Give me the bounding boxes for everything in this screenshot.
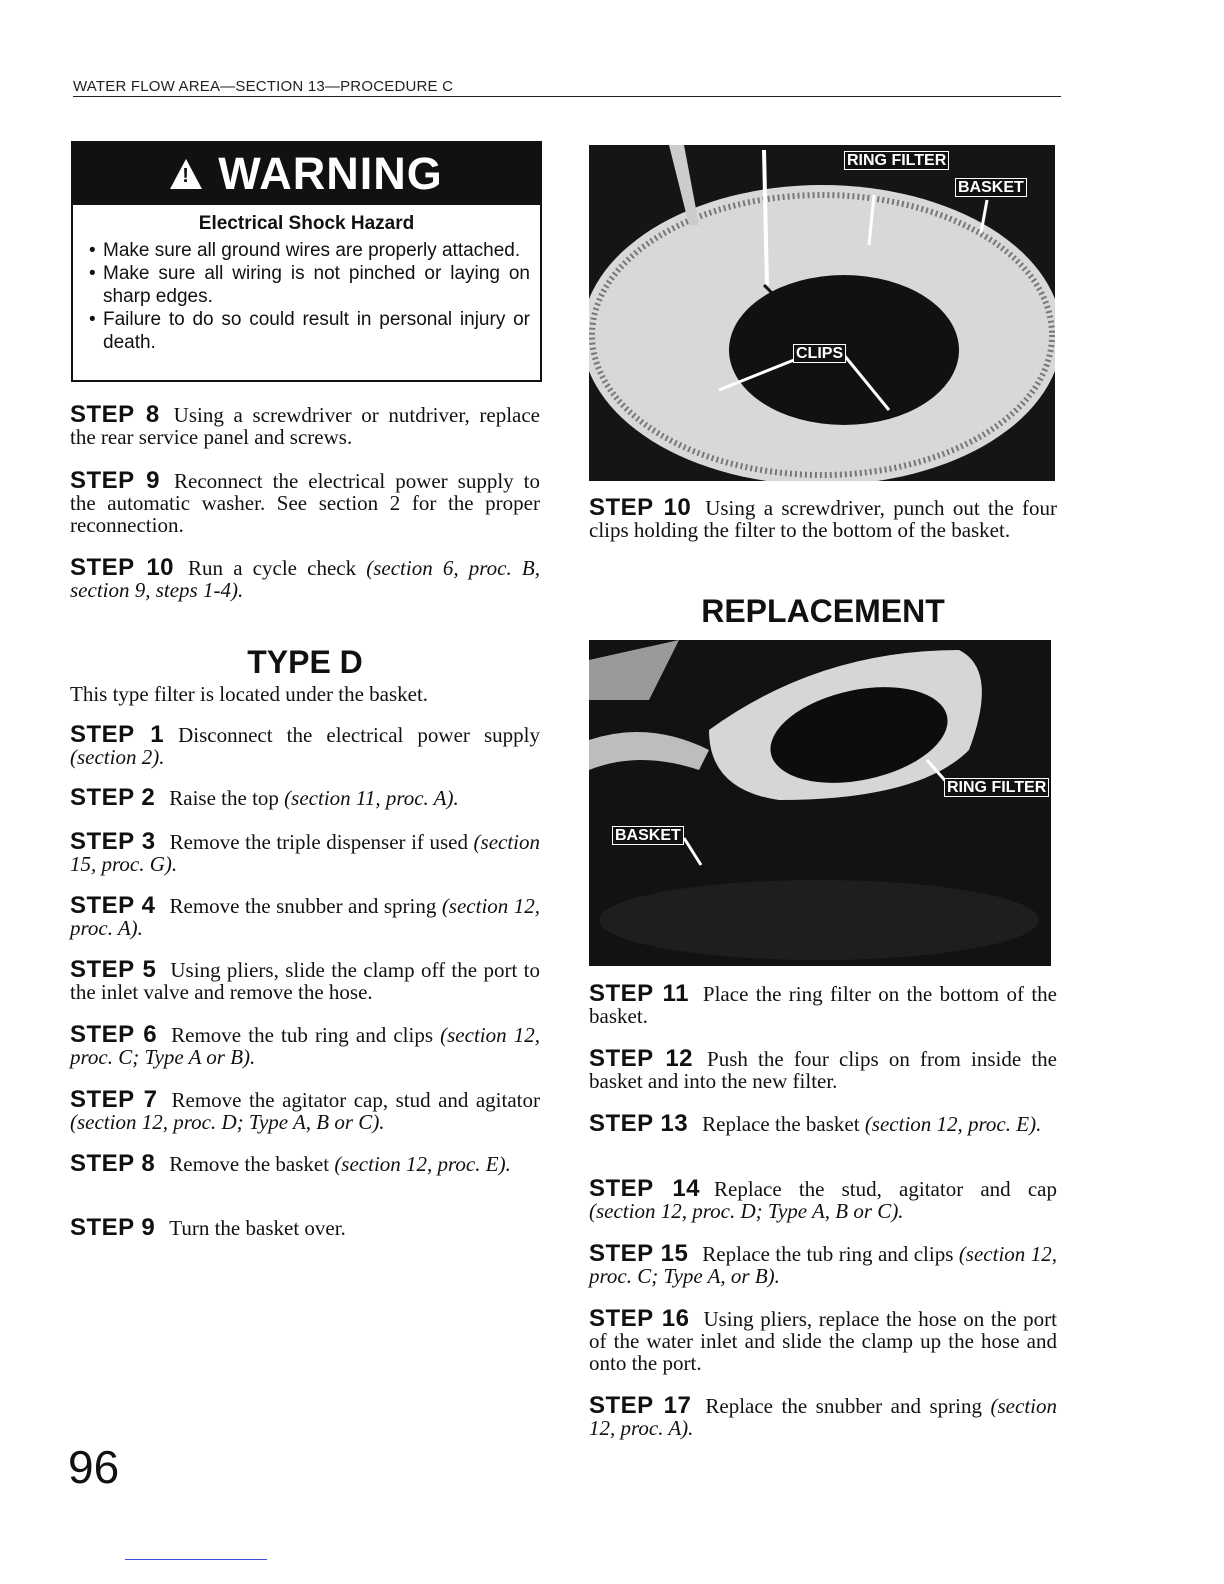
page-number: 96 [68,1441,120,1493]
warning-triangle-icon: ! [170,159,202,189]
step-label: STEP 5 [70,956,157,983]
step-label: STEP 8 [70,1150,156,1177]
step-ref: (section 12, proc. E). [864,1112,1042,1136]
step-paragraph [70,401,540,449]
callout-basket: BASKET [612,826,684,845]
step-label: STEP 9 [70,467,161,494]
step-ref: (section 6, proc. B, section 9, steps 1-4). [70,556,540,602]
step-text: Replace the snubber and spring [705,1394,991,1418]
step-ref: (section 12, proc. D; Type A, B or C). [70,1110,385,1134]
step-text: Replace the stud, agitator and cap [714,1177,1057,1201]
step-label: STEP 1 [70,721,165,748]
section-title-replacement: REPLACEMENT [701,593,945,629]
photo-basket-bottom [589,145,1055,481]
step-text: Reconnect the electrical power supply to the automatic washer. See section 2 for the proper reconnection. [70,469,540,537]
step-ref: (section 15, proc. G). [70,830,541,876]
callout-clips: CLIPS [793,344,846,363]
step-paragraph [70,1150,540,1177]
warning-title: WARNING [218,148,443,199]
step-label: STEP 12 [589,1045,694,1072]
step-paragraph [70,1086,540,1134]
step-text: Push the four clips on from inside the basket and into the new filter. [589,1047,1057,1093]
section-title-type-d: TYPE D [247,644,363,680]
step-label: STEP 9 [70,1214,156,1241]
step-label: STEP 2 [70,784,156,811]
step-text: Using pliers, slide the clamp off the port to the inlet valve and remove the hose. [70,958,540,1004]
step-paragraph [70,1021,540,1069]
step-text: Using a screwdriver or nutdriver, replace the rear service panel and screws. [70,403,540,449]
step-ref: (section 12, proc. A). [70,894,541,940]
step-paragraph [589,1392,1057,1440]
step-text: Run a cycle check [188,556,367,580]
step-ref: (section 12, proc. C; Type A or B). [70,1023,540,1069]
callout-ring-filter: RING FILTER [844,151,949,170]
step-paragraph [70,554,540,602]
step-ref: (section 11, proc. A). [284,786,459,810]
step-text: Using a screwdriver, punch out the four clips holding the filter to the bottom of the basket. [589,496,1057,542]
step-paragraph [70,1214,540,1241]
step-label: STEP 4 [70,892,156,919]
step-label: STEP 7 [70,1086,158,1113]
step-text: Turn the basket over. [169,1216,346,1240]
step-text: Remove the triple dispenser if used [169,830,474,854]
step-text: Place the ring filter on the bottom of the basket. [589,982,1057,1028]
ring-filter-install-illustration [589,640,1051,966]
step-paragraph [589,494,1057,542]
warning-list [73,239,540,354]
step-text: Remove the agitator cap, stud and agitator [171,1088,540,1112]
step-label: STEP 10 [70,554,175,581]
step-ref: (section 12, proc. E). [334,1152,511,1176]
step-text: Raise the top [169,786,285,810]
step-label: STEP 10 [589,494,692,521]
step-label: STEP 13 [589,1110,689,1137]
step-paragraph [589,1240,1057,1288]
section-intro: This type filter is located under the basket. [70,682,429,706]
step-paragraph [589,1305,1057,1375]
step-text: Using pliers, replace the hose on the port of the water inlet and slide the clamp up the hose and onto the port. [589,1307,1057,1375]
step-text: Replace the basket [702,1112,865,1136]
step-ref: (section 2). [70,745,165,769]
step-label: STEP 15 [589,1240,689,1267]
step-paragraph [589,980,1057,1028]
photo-ring-filter-install [589,640,1051,966]
step-text: Disconnect the electrical power supply [178,723,541,747]
step-ref: (section 12, proc. A). [589,1394,1057,1440]
callout-ring-filter: RING FILTER [944,778,1049,797]
step-text: Remove the tub ring and clips [171,1023,441,1047]
step-text: Remove the snubber and spring [169,894,442,918]
step-label: STEP 3 [70,828,156,855]
step-paragraph [70,467,540,537]
step-label: STEP 8 [70,401,160,428]
warning-item: • Make sure all wiring is not pinched or laying on sharp edges. [103,262,530,308]
footer-rule [125,1559,267,1560]
step-paragraph [70,828,541,876]
step-label: STEP 14 [589,1175,701,1202]
running-header: WATER FLOW AREA—SECTION 13—PROCEDURE C [73,78,1061,97]
step-paragraph [589,1175,1057,1223]
warning-item: • Make sure all ground wires are properly attached. [103,239,530,262]
warning-banner [73,143,540,205]
step-text: Remove the basket [169,1152,335,1176]
step-label: STEP 6 [70,1021,158,1048]
step-text: Replace the tub ring and clips [702,1242,959,1266]
warning-item: • Failure to do so could result in personal injury or death. [103,308,530,354]
step-paragraph [70,956,540,1004]
step-paragraph [70,784,540,811]
warning-box [71,141,542,382]
step-ref: (section 12, proc. C; Type A, or B). [589,1242,1057,1288]
step-paragraph [70,892,541,940]
step-paragraph [589,1110,1057,1137]
step-paragraph [589,1045,1057,1093]
step-label: STEP 17 [589,1392,692,1419]
step-ref: (section 12, proc. D; Type A, B or C). [589,1199,904,1223]
warning-subtitle: Electrical Shock Hazard [198,213,415,234]
step-paragraph [70,721,541,769]
callout-basket: BASKET [955,178,1027,197]
step-label: STEP 11 [589,980,689,1007]
step-label: STEP 16 [589,1305,690,1332]
